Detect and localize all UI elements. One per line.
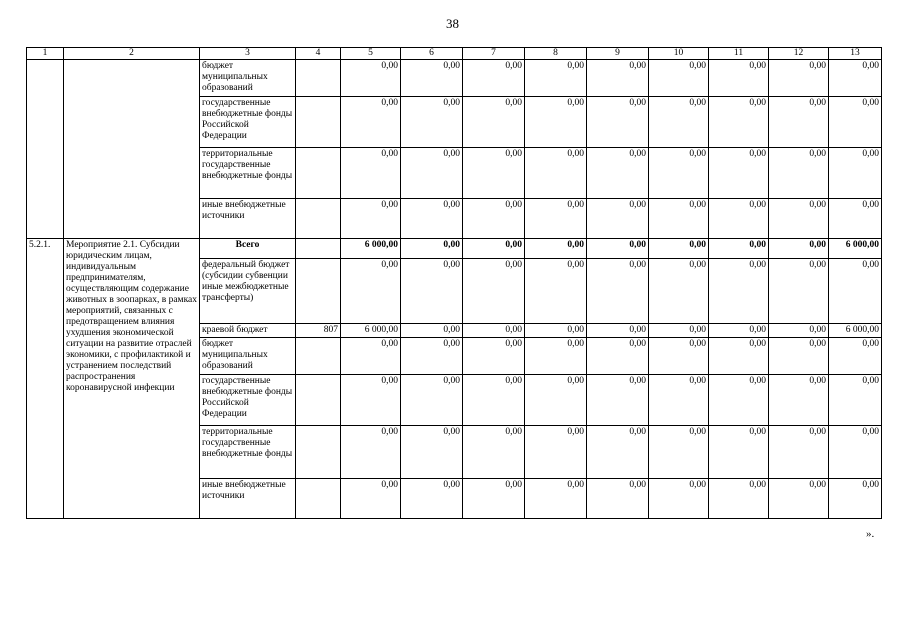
amount-cell: 0,00 <box>401 239 463 259</box>
amount-cell: 0,00 <box>587 199 649 239</box>
amount-cell: 0,00 <box>463 338 525 375</box>
amount-cell: 0,00 <box>649 375 709 426</box>
column-number: 5 <box>341 48 401 60</box>
amount-cell: 0,00 <box>587 259 649 324</box>
amount-cell: 0,00 <box>649 199 709 239</box>
amount-cell: 0,00 <box>829 148 882 199</box>
amount-cell: 0,00 <box>769 338 829 375</box>
amount-cell: 0,00 <box>649 479 709 519</box>
amount-cell: 0,00 <box>525 60 587 97</box>
measure-code: 5.2.1. <box>27 239 64 519</box>
amount-cell: 0,00 <box>401 259 463 324</box>
amount-cell: 0,00 <box>341 259 401 324</box>
column-number: 3 <box>200 48 296 60</box>
kbk-cell: 807 <box>296 324 341 338</box>
amount-cell: 0,00 <box>829 479 882 519</box>
amount-cell: 0,00 <box>341 426 401 479</box>
amount-cell: 0,00 <box>829 199 882 239</box>
source-cell: Всего <box>200 239 296 259</box>
amount-cell: 0,00 <box>649 148 709 199</box>
amount-cell: 0,00 <box>525 479 587 519</box>
amount-cell: 0,00 <box>463 324 525 338</box>
amount-cell: 0,00 <box>649 259 709 324</box>
amount-cell: 6 000,00 <box>829 239 882 259</box>
amount-cell: 0,00 <box>769 324 829 338</box>
amount-cell: 0,00 <box>525 375 587 426</box>
column-number: 7 <box>463 48 525 60</box>
amount-cell: 0,00 <box>769 148 829 199</box>
amount-cell: 0,00 <box>709 479 769 519</box>
budget-table <box>26 47 882 519</box>
kbk-cell <box>296 259 341 324</box>
kbk-cell <box>296 426 341 479</box>
column-number: 6 <box>401 48 463 60</box>
amount-cell: 0,00 <box>709 259 769 324</box>
amount-cell: 0,00 <box>769 97 829 148</box>
amount-cell: 0,00 <box>463 97 525 148</box>
amount-cell: 0,00 <box>829 375 882 426</box>
amount-cell: 0,00 <box>587 97 649 148</box>
page-number: 38 <box>446 16 459 31</box>
amount-cell: 0,00 <box>769 60 829 97</box>
kbk-cell <box>296 479 341 519</box>
table-body <box>27 60 882 519</box>
amount-cell: 0,00 <box>587 479 649 519</box>
amount-cell: 0,00 <box>649 338 709 375</box>
source-cell: государственные внебюджетные фонды Российской Федерации <box>200 375 296 426</box>
amount-cell: 0,00 <box>587 375 649 426</box>
amount-cell: 0,00 <box>709 97 769 148</box>
kbk-cell <box>296 60 341 97</box>
amount-cell: 0,00 <box>401 375 463 426</box>
amount-cell: 6 000,00 <box>341 239 401 259</box>
source-cell: государственные внебюджетные фонды Российской Федерации <box>200 97 296 148</box>
amount-cell: 0,00 <box>769 239 829 259</box>
amount-cell: 0,00 <box>709 426 769 479</box>
amount-cell: 0,00 <box>401 97 463 148</box>
kbk-cell <box>296 239 341 259</box>
amount-cell: 0,00 <box>401 479 463 519</box>
amount-cell: 0,00 <box>401 199 463 239</box>
source-cell: территориальные государственные внебюджетные фонды <box>200 426 296 479</box>
amount-cell: 0,00 <box>829 338 882 375</box>
amount-cell: 0,00 <box>463 148 525 199</box>
table-row <box>27 60 882 97</box>
amount-cell: 0,00 <box>525 338 587 375</box>
amount-cell: 0,00 <box>525 199 587 239</box>
source-cell: иные внебюджетные источники <box>200 199 296 239</box>
column-number-row <box>27 48 882 60</box>
amount-cell: 0,00 <box>401 426 463 479</box>
amount-cell: 0,00 <box>587 60 649 97</box>
source-cell: бюджет муниципальных образований <box>200 60 296 97</box>
amount-cell: 0,00 <box>769 199 829 239</box>
amount-cell: 0,00 <box>709 148 769 199</box>
source-cell: федеральный бюджет (субсидии субвенции иные межбюджетные трансферты) <box>200 259 296 324</box>
amount-cell: 0,00 <box>709 338 769 375</box>
amount-cell: 0,00 <box>525 324 587 338</box>
amount-cell: 0,00 <box>587 324 649 338</box>
amount-cell: 0,00 <box>401 324 463 338</box>
column-number: 11 <box>709 48 769 60</box>
amount-cell: 0,00 <box>525 239 587 259</box>
amount-cell: 0,00 <box>649 324 709 338</box>
amount-cell: 0,00 <box>709 199 769 239</box>
code-cell <box>27 60 64 239</box>
name-cell <box>64 60 200 239</box>
amount-cell: 0,00 <box>649 60 709 97</box>
amount-cell: 0,00 <box>463 426 525 479</box>
amount-cell: 0,00 <box>709 375 769 426</box>
kbk-cell <box>296 199 341 239</box>
amount-cell: 0,00 <box>341 479 401 519</box>
amount-cell: 0,00 <box>525 259 587 324</box>
kbk-cell <box>296 375 341 426</box>
closing-quote: ». <box>866 528 875 540</box>
amount-cell: 0,00 <box>709 60 769 97</box>
amount-cell: 0,00 <box>649 426 709 479</box>
kbk-cell <box>296 338 341 375</box>
amount-cell: 0,00 <box>341 338 401 375</box>
amount-cell: 0,00 <box>649 239 709 259</box>
amount-cell: 0,00 <box>401 338 463 375</box>
amount-cell: 0,00 <box>341 199 401 239</box>
column-number: 13 <box>829 48 882 60</box>
amount-cell: 0,00 <box>709 324 769 338</box>
amount-cell: 0,00 <box>709 239 769 259</box>
column-number: 12 <box>769 48 829 60</box>
amount-cell: 0,00 <box>341 375 401 426</box>
amount-cell: 0,00 <box>463 199 525 239</box>
amount-cell: 0,00 <box>769 426 829 479</box>
amount-cell: 0,00 <box>649 97 709 148</box>
column-number: 10 <box>649 48 709 60</box>
amount-cell: 6 000,00 <box>341 324 401 338</box>
measure-name: Мероприятие 2.1. Субсидии юридическим лицам, индивидуальным предпринимателям, осуществляющим содержание животных в зоопарках, в рамках мероприятий, связанных с предотвращением влияния ухудшения экономической ситуации на развитие отраслей экономики, с профилактикой и устранением последствий распространения коронавирусной инфекции <box>64 239 200 519</box>
amount-cell: 0,00 <box>463 375 525 426</box>
amount-cell: 0,00 <box>587 338 649 375</box>
amount-cell: 0,00 <box>769 375 829 426</box>
kbk-cell <box>296 148 341 199</box>
amount-cell: 0,00 <box>829 426 882 479</box>
amount-cell: 0,00 <box>525 97 587 148</box>
source-cell: бюджет муниципальных образований <box>200 338 296 375</box>
amount-cell: 0,00 <box>463 259 525 324</box>
source-cell: иные внебюджетные источники <box>200 479 296 519</box>
amount-cell: 6 000,00 <box>829 324 882 338</box>
amount-cell: 0,00 <box>463 60 525 97</box>
amount-cell: 0,00 <box>829 60 882 97</box>
column-number: 9 <box>587 48 649 60</box>
amount-cell: 0,00 <box>587 239 649 259</box>
source-cell: территориальные государственные внебюджетные фонды <box>200 148 296 199</box>
amount-cell: 0,00 <box>769 479 829 519</box>
amount-cell: 0,00 <box>525 426 587 479</box>
amount-cell: 0,00 <box>401 60 463 97</box>
amount-cell: 0,00 <box>829 259 882 324</box>
amount-cell: 0,00 <box>587 148 649 199</box>
amount-cell: 0,00 <box>341 60 401 97</box>
amount-cell: 0,00 <box>829 97 882 148</box>
amount-cell: 0,00 <box>401 148 463 199</box>
column-number: 4 <box>296 48 341 60</box>
amount-cell: 0,00 <box>463 239 525 259</box>
amount-cell: 0,00 <box>587 426 649 479</box>
table-row <box>27 239 882 259</box>
amount-cell: 0,00 <box>341 148 401 199</box>
amount-cell: 0,00 <box>463 479 525 519</box>
amount-cell: 0,00 <box>769 259 829 324</box>
column-number: 1 <box>27 48 64 60</box>
column-number: 8 <box>525 48 587 60</box>
column-number: 2 <box>64 48 200 60</box>
amount-cell: 0,00 <box>341 97 401 148</box>
amount-cell: 0,00 <box>525 148 587 199</box>
kbk-cell <box>296 97 341 148</box>
source-cell: краевой бюджет <box>200 324 296 338</box>
